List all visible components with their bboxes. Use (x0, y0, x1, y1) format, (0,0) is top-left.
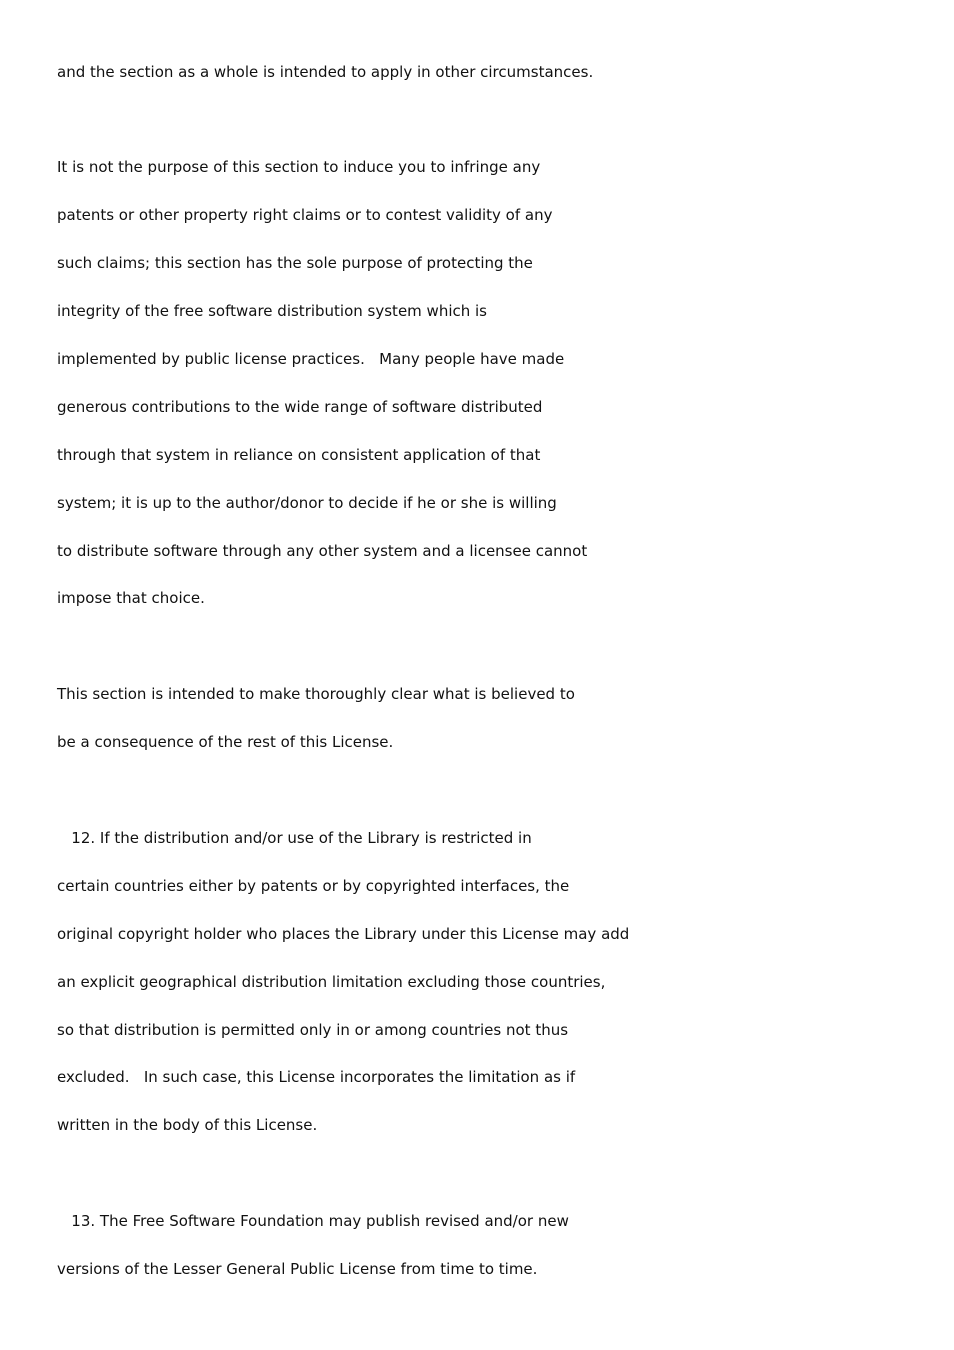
text-line: and the section as a whole is intended to apply in other circumstances. (57, 63, 594, 81)
text-line: be a consequence of the rest of this License. (57, 733, 394, 751)
text-line: versions of the Lesser General Public License from time to time. (57, 1260, 538, 1278)
text-line: It is not the purpose of this section to induce you to infringe any (57, 158, 541, 176)
text-line: excluded. In such case, this License incorporates the limitation as if (57, 1068, 576, 1086)
text-line: system; it is up to the author/donor to decide if he or she is willing (57, 494, 557, 512)
text-line: 12. If the distribution and/or use of the Library is restricted in (57, 829, 532, 847)
text-line: to distribute software through any other system and a licensee cannot (57, 542, 588, 560)
text-line: certain countries either by patents or by copyrighted interfaces, the (57, 877, 570, 895)
text-line: original copyright holder who places the Library under this License may add (57, 925, 630, 943)
text-line: an explicit geographical distribution limitation excluding those countries, (57, 973, 606, 991)
text-line: integrity of the free software distribution system which is (57, 302, 487, 320)
text-line: This section is intended to make thoroughly clear what is believed to (57, 685, 575, 703)
text-line: so that distribution is permitted only in or among countries not thus (57, 1021, 569, 1039)
text-line: generous contributions to the wide range of software distributed (57, 398, 543, 416)
text-line: written in the body of this License. (57, 1116, 318, 1134)
text-line: 13. The Free Software Foundation may publish revised and/or new (57, 1212, 569, 1230)
text-line: patents or other property right claims or to contest validity of any (57, 206, 553, 224)
text-line: implemented by public license practices. Many people have made (57, 350, 565, 368)
text-line: through that system in reliance on consistent application of that (57, 446, 541, 464)
text-line: impose that choice. (57, 589, 205, 607)
text-line: such claims; this section has the sole purpose of protecting the (57, 254, 533, 272)
